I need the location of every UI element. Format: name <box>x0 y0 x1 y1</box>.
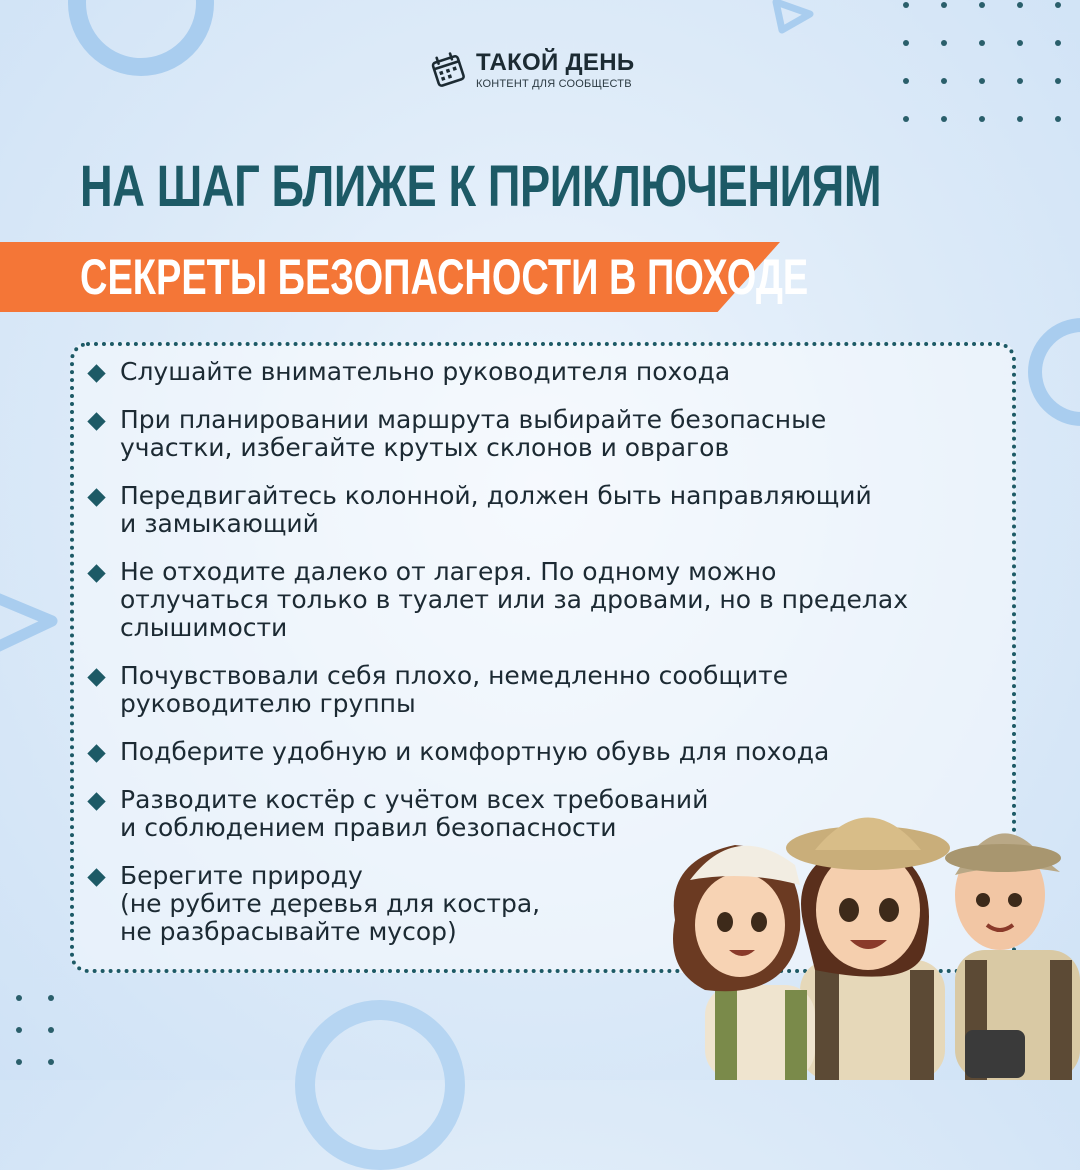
ribbon-subtitle: СЕКРЕТЫ БЕЗОПАСНОСТИ В ПОХОДЕ <box>80 249 809 305</box>
diamond-bullet-icon <box>87 668 105 686</box>
list-item <box>85 558 985 642</box>
diamond-bullet-icon <box>87 564 105 582</box>
diamond-bullet-icon <box>87 488 105 506</box>
tip-text: Почувствовали себя плохо, немедленно сообщите руководителю группы <box>120 661 789 718</box>
tip-text: Берегите природу (не рубите деревья для костра, не разбрасывайте мусор) <box>120 861 541 946</box>
brand-title: ТАКОЙ ДЕНЬ <box>476 49 635 76</box>
diamond-bullet-icon <box>87 868 105 886</box>
page-title: НА ШАГ БЛИЖЕ К ПРИКЛЮЧЕНИЯМ <box>80 154 882 219</box>
list-item <box>85 662 985 718</box>
hiker-boy-right <box>945 833 1080 1080</box>
diamond-bullet-icon <box>87 792 105 810</box>
list-item <box>85 738 985 766</box>
decor-ring-right <box>1028 318 1080 426</box>
tip-text: Передвигайтесь колонной, должен быть направляющий и замыкающий <box>120 481 872 538</box>
brand-logo <box>428 50 634 90</box>
hiker-girl-left <box>673 845 815 1080</box>
tip-text: При планировании маршрута выбирайте безопасные участки, избегайте крутых склонов и оврагов <box>120 405 827 462</box>
list-item <box>85 482 985 538</box>
diamond-bullet-icon <box>87 744 105 762</box>
decor-dots-top-right <box>903 2 1080 122</box>
tip-text: Слушайте внимательно руководителя похода <box>120 357 731 386</box>
list-item <box>85 406 985 462</box>
tip-text: Не отходите далеко от лагеря. По одному можно отлучаться только в туалет или за дровами, но в пределах слышимости <box>120 557 909 642</box>
list-item <box>85 358 985 386</box>
decor-dots-bottom-left <box>16 995 80 1065</box>
decor-triangle-top <box>768 0 818 40</box>
decor-ring-top <box>68 0 214 76</box>
decor-ring-bottom <box>295 1000 465 1170</box>
brand-subtitle: КОНТЕНТ ДЛЯ СООБЩЕСТВ <box>476 78 632 90</box>
calendar-icon <box>428 50 468 90</box>
kids-hikers-illustration <box>665 800 1080 1080</box>
diamond-bullet-icon <box>87 364 105 382</box>
tip-text: Разводите костёр с учётом всех требований и соблюдением правил безопасности <box>120 785 709 842</box>
tip-text: Подберите удобную и комфортную обувь для похода <box>120 737 830 766</box>
decor-triangle-left <box>0 585 64 665</box>
diamond-bullet-icon <box>87 412 105 430</box>
